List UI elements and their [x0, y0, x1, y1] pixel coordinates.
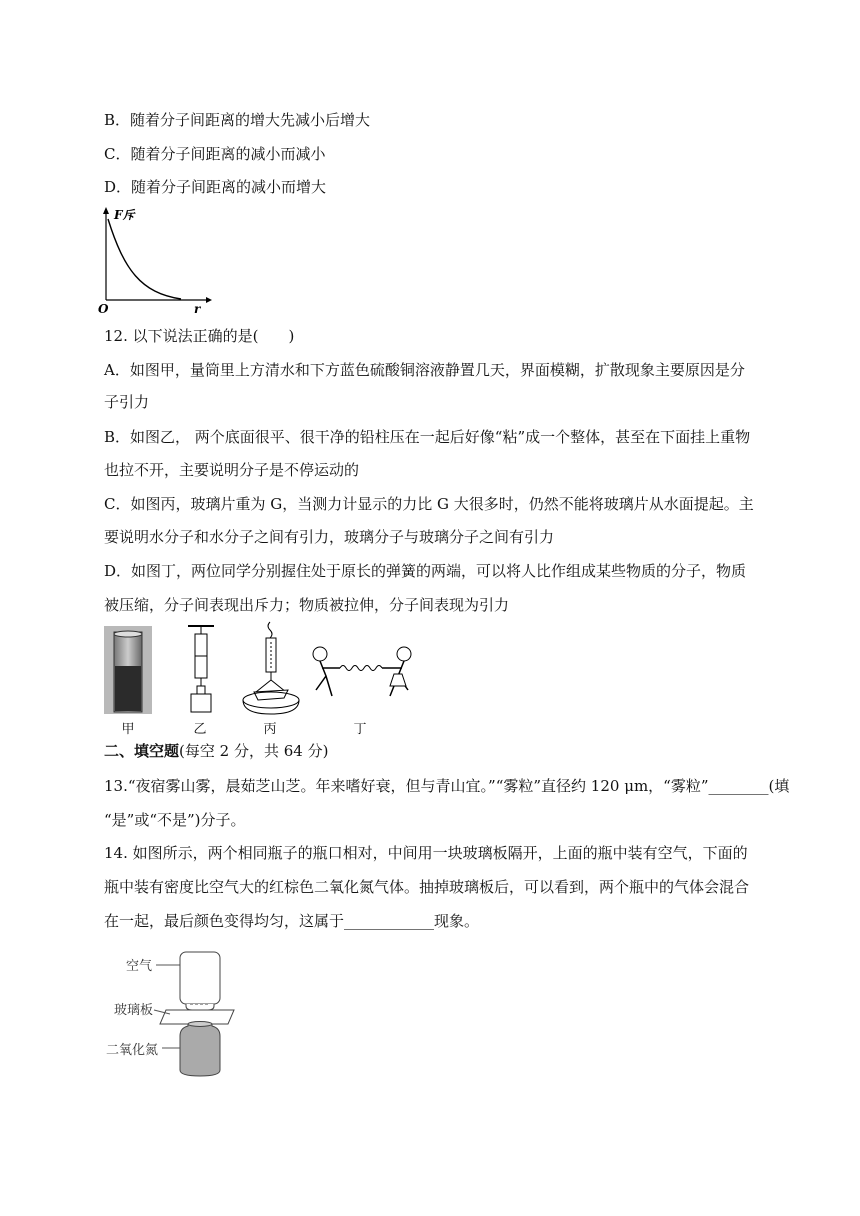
caption-yi: 乙 — [193, 722, 207, 737]
force-curve — [108, 219, 181, 299]
figure-yi-lead-cylinders — [186, 624, 216, 716]
caption-bing: 丙 — [263, 722, 277, 737]
q12-a-line2: 子引力 — [104, 393, 150, 411]
figure-bing-spring-scale — [240, 620, 304, 716]
figure-ding-students-spring — [306, 644, 418, 704]
option-d: D．随着分子间距离的减小而增大 — [104, 178, 327, 196]
q14-line3: 在一起，最后颜色变得均匀，这属于____________现象。 — [104, 912, 480, 930]
section-note: (每空 2 分，共 64 分) — [179, 742, 329, 760]
section-heading — [104, 741, 764, 761]
q12-d-line2: 被压缩，分子间表现出斥力；物质被拉伸，分子间表现为引力 — [104, 596, 510, 614]
option-b: B．随着分子间距离的增大先减小后增大 — [104, 111, 371, 129]
q12-b-line1: B．如图乙， 两个底面很平、很干净的铅柱压在一起后好像“粘”成一个整体，甚至在下面挂上重物 — [104, 428, 751, 446]
label-glass-plate: 玻璃板 — [114, 1003, 154, 1018]
x-axis-label: r — [194, 302, 201, 315]
caption-ding: 丁 — [353, 722, 367, 737]
q12-a-line1: A．如图甲，量筒里上方清水和下方蓝色硫酸铜溶液静置几天，界面模糊，扩散现象主要原因是分 — [104, 361, 745, 379]
option-c: C．随着分子间距离的减小而减小 — [104, 145, 326, 163]
origin-label: O — [98, 302, 109, 315]
figure-bottles-diffusion — [104, 948, 244, 1080]
q12-d-line1: D．如图丁，两位同学分别握住处于原长的弹簧的两端，可以将人比作组成某些物质的分子，物质 — [104, 562, 747, 580]
q12-stem: 12. 以下说法正确的是( ) — [104, 327, 295, 345]
caption-jia: 甲 — [121, 722, 135, 737]
q13-line2: “是”或“不是”)分子。 — [104, 811, 246, 829]
q12-c-line2: 要说明水分子和水分子之间有引力，玻璃分子与玻璃分子之间有引力 — [104, 528, 555, 546]
y-axis-label: F斥 — [114, 208, 135, 222]
repulsion-force-graph — [96, 205, 216, 315]
q12-b-line2: 也拉不开，主要说明分子是不停运动的 — [104, 461, 360, 479]
q14-line1: 14. 如图所示，两个相同瓶子的瓶口相对，中间用一块玻璃板隔开，上面的瓶中装有空气，下面的 — [104, 844, 748, 862]
q14-line2: 瓶中装有密度比空气大的红棕色二氧化氮气体。抽掉玻璃板后，可以看到，两个瓶中的气体会混合 — [104, 878, 750, 896]
q12-c-line1: C．如图丙，玻璃片重为 G，当测力计显示的力比 G 大很多时，仍然不能将玻璃片从水面提起。主 — [104, 495, 754, 513]
label-no2: 二氧化氮 — [106, 1043, 159, 1058]
label-air: 空气 — [126, 959, 153, 974]
section-title: 二、填空题 — [104, 742, 180, 760]
figure-jia-cylinder — [104, 626, 152, 714]
q13-line1: 13.“夜宿雾山雾，晨茹芝山芝。年来嗜好衰，但与青山宜。”“雾粒”直径约 120 μm，“雾粒”________(填 — [104, 777, 790, 795]
